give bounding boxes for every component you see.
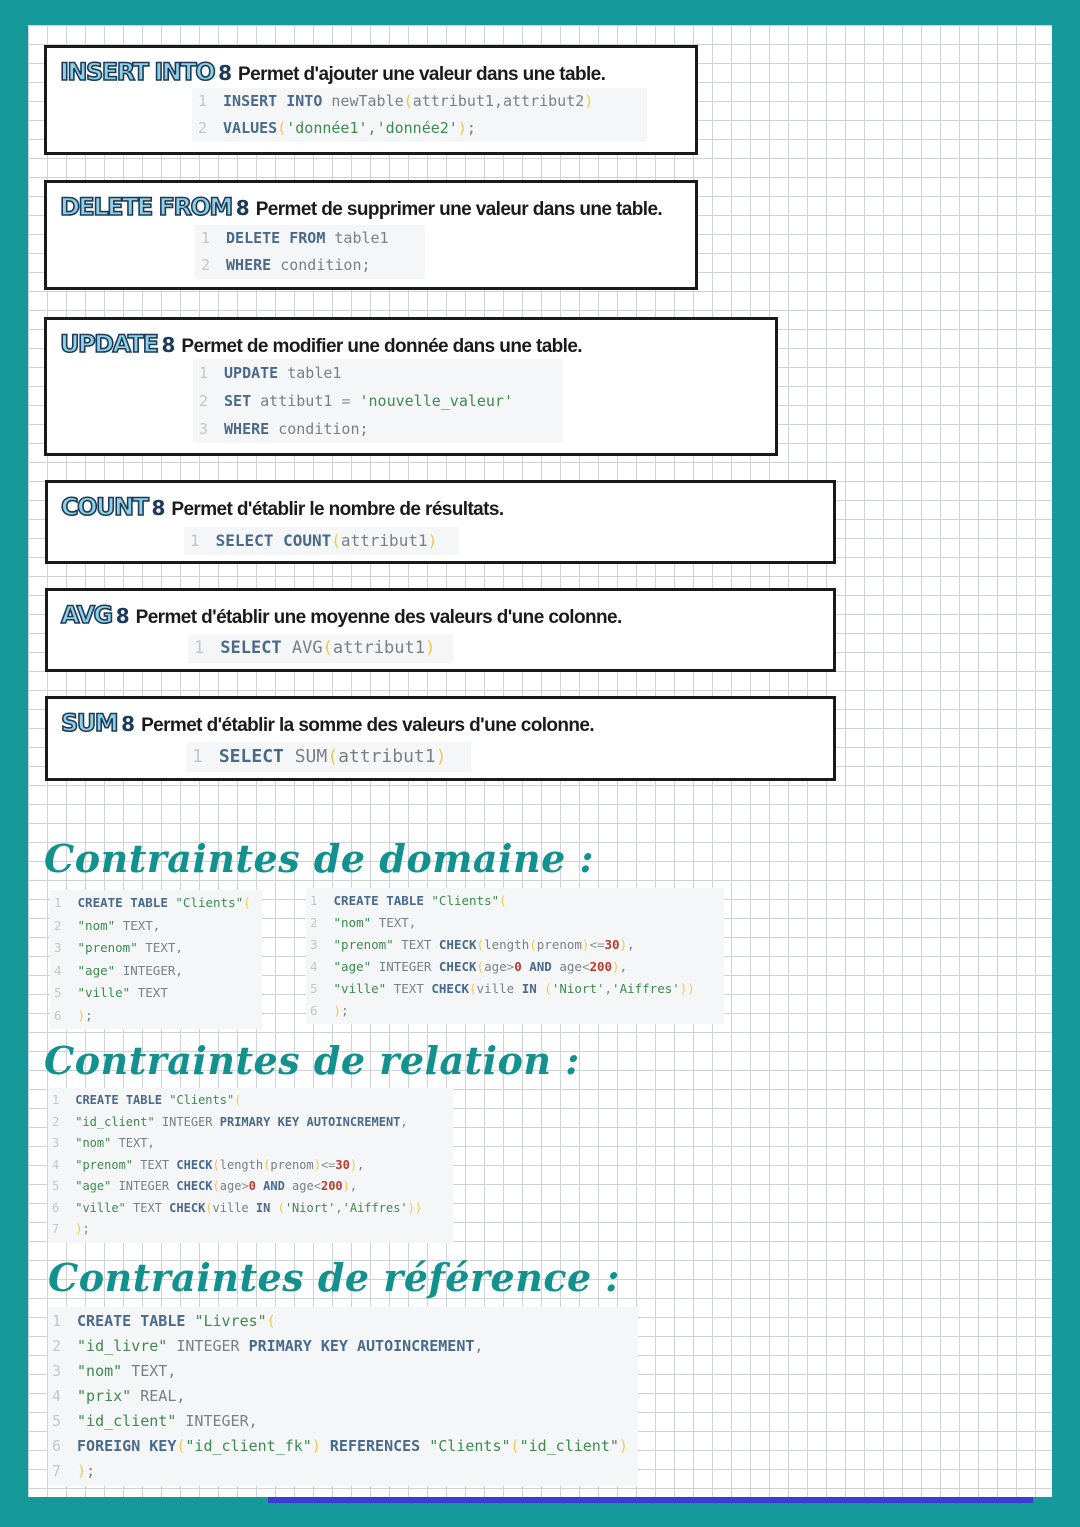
avg-box — [45, 588, 836, 672]
avg-description: Permet d'établir une moyenne des valeurs d'une colonne. — [135, 607, 622, 628]
delete-from-code: 1 DELETE FROM table1 2 WHERE condition; — [195, 225, 425, 279]
avg-code: 1 SELECT AVG(attribut1) — [188, 634, 453, 663]
sum-keyword: SUM — [61, 709, 118, 737]
keyword-colon: 8 — [218, 61, 233, 85]
insert-into-keyword: INSERT INTO — [60, 58, 215, 86]
domaine-section-title: Contraintes de domaine : — [44, 836, 595, 881]
count-keyword: COUNT — [61, 493, 148, 521]
update-box — [44, 317, 778, 456]
bottom-accent-bar — [268, 1497, 1033, 1503]
sum-description: Permet d'établir la somme des valeurs d'une colonne. — [141, 715, 595, 736]
delete-from-box — [44, 180, 698, 290]
domaine-code-left: 1 CREATE TABLE "Clients"( 2 "nom" TEXT, 3 "prenom" TEXT, 4 "age" INTEGER, 5 "ville" TEXT 6 ); — [50, 890, 262, 1029]
keyword-colon: 8 — [161, 333, 176, 357]
avg-keyword: AVG — [61, 601, 112, 629]
relation-code: 1 CREATE TABLE "Clients"( 2 "id_client" INTEGER PRIMARY KEY AUTOINCREMENT, 3 "nom" TEXT, 4 "prenom" TEXT CHECK(length(prenom)<=30), 5 "age" INTEGER CHECK(age>0 AND age<200), 6 "ville" TEXT CHECK(ville IN ('Niort','Aiffres')) 7 ); — [48, 1088, 453, 1243]
relation-section-title: Contraintes de relation : — [44, 1038, 580, 1083]
keyword-colon: 8 — [121, 712, 136, 736]
insert-into-description: Permet d'ajouter une valeur dans une table. — [238, 64, 606, 85]
count-code: 1 SELECT COUNT(attribut1) — [184, 527, 459, 555]
insert-into-code: 1 INSERT INTO newTable(attribut1,attribut2) 2 VALUES('donnée1','donnée2'); — [192, 88, 647, 142]
insert-into-box — [44, 45, 698, 155]
keyword-colon: 8 — [151, 496, 166, 520]
graph-paper-page — [28, 25, 1052, 1497]
update-description: Permet de modifier une donnée dans une table. — [181, 336, 582, 357]
update-keyword: UPDATE — [60, 330, 158, 358]
update-code: 1 UPDATE table1 2 SET attibut1 = 'nouvelle_valeur' 3 WHERE condition; — [193, 359, 563, 443]
reference-code: 1 CREATE TABLE "Livres"( 2 "id_livre" INTEGER PRIMARY KEY AUTOINCREMENT, 3 "nom" TEXT, 4 "prix" REAL, 5 "id_client" INTEGER, 6 FOREIGN KEY("id_client_fk") REFERENCES "Clients"("id_client") 7 ); — [48, 1307, 638, 1486]
sum-code: 1 SELECT SUM(attribut1) — [186, 742, 471, 772]
keyword-colon: 8 — [235, 196, 250, 220]
delete-from-keyword: DELETE FROM — [60, 193, 232, 221]
sum-box — [45, 696, 836, 781]
domaine-code-right: 1 CREATE TABLE "Clients"( 2 "nom" TEXT, 3 "prenom" TEXT CHECK(length(prenom)<=30), 4 "age" INTEGER CHECK(age>0 AND age<200), 5 "ville" TEXT CHECK(ville IN ('Niort','Aiffres')) 6 ); — [306, 888, 724, 1024]
reference-section-title: Contraintes de référence : — [48, 1255, 620, 1300]
keyword-colon: 8 — [115, 604, 130, 628]
count-box — [45, 480, 836, 564]
delete-from-description: Permet de supprimer une valeur dans une table. — [255, 199, 663, 220]
count-description: Permet d'établir le nombre de résultats. — [171, 499, 504, 520]
